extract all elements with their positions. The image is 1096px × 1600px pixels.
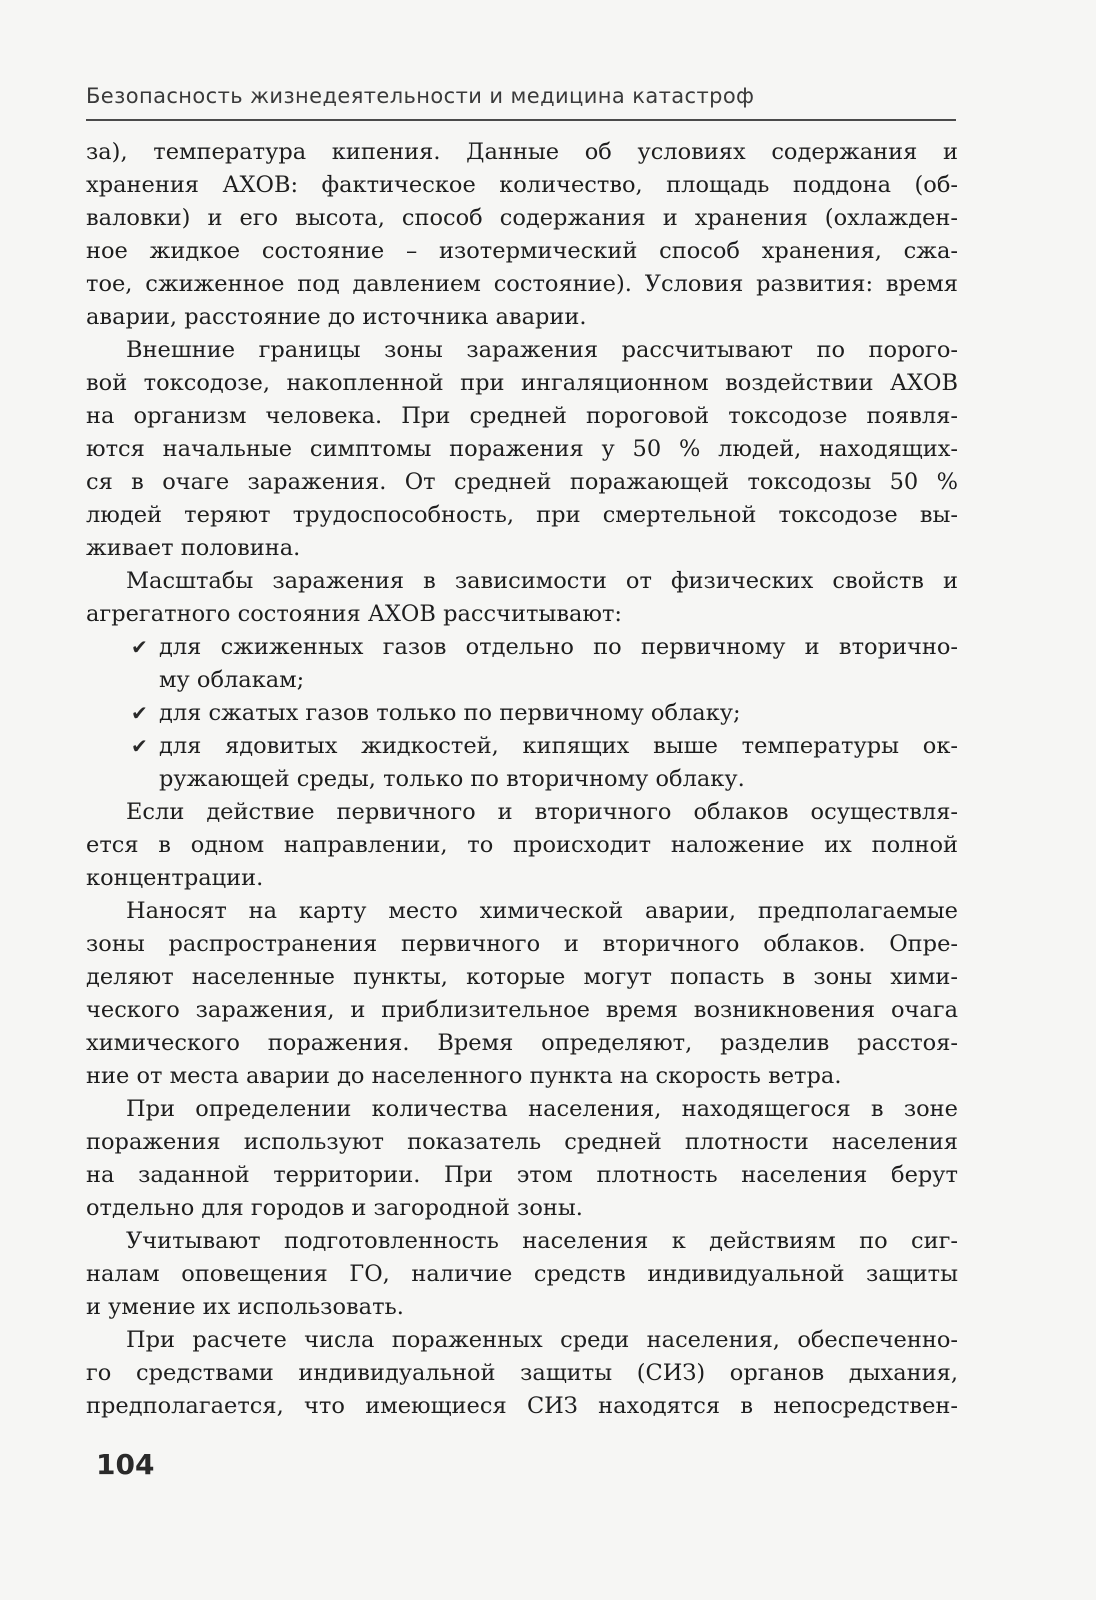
text-line: на организм человека. При средней пороговой токсодозе появля-	[86, 403, 958, 429]
text-line: ются начальные симптомы поражения у 50 % людей, находящих-	[86, 436, 958, 462]
bullet-text: для сжатых газов только по первичному облаку;	[159, 700, 741, 726]
text-line: зоны распространения первичного и вторичного облаков. Опре-	[86, 931, 958, 957]
text-line: тое, сжиженное под давлением состояние). Условия развития: время	[86, 271, 958, 297]
bullet-item	[86, 730, 958, 763]
text-line: живает половина.	[86, 535, 301, 561]
text-line: агрегатного состояния АХОВ рассчитывают:	[86, 601, 623, 627]
text-line: ческого заражения, и приблизительное время возникновения очага	[86, 997, 958, 1023]
running-header: Безопасность жизнедеятельности и медицина катастроф	[86, 84, 755, 108]
text-line: за), температура кипения. Данные об условиях содержания и	[86, 139, 958, 165]
text-line: хранения АХОВ: фактическое количество, площадь поддона (об-	[86, 172, 958, 198]
text-line: вой токсодозе, накопленной при ингаляционном воздействии АХОВ	[86, 370, 958, 396]
paragraph-first-line: Наносят на карту место химической аварии, предполагаемые	[126, 898, 958, 924]
text-line: на заданной территории. При этом плотность населения берут	[86, 1162, 958, 1188]
text-line: го средствами индивидуальной защиты (СИЗ) органов дыхания,	[86, 1360, 958, 1386]
checkmark-icon: ✔	[131, 635, 148, 659]
paragraph-first-line: Масштабы заражения в зависимости от физических свойств и	[126, 568, 958, 594]
paragraph-first-line: При определении количества населения, находящегося в зоне	[126, 1096, 958, 1122]
text-line: концентрации.	[86, 865, 264, 891]
bullet-item	[86, 697, 958, 730]
checkmark-icon: ✔	[131, 701, 148, 725]
bullet-text: для ядовитых жидкостей, кипящих выше температуры ок-	[159, 733, 958, 759]
text-line: поражения используют показатель средней плотности населения	[86, 1129, 958, 1155]
bullet-item	[86, 631, 958, 664]
body-text	[86, 136, 958, 1423]
text-line: предполагается, что имеющиеся СИЗ находятся в непосредствен-	[86, 1393, 958, 1419]
bullet-text: для сжиженных газов отдельно по первичному и вторично-	[159, 634, 958, 660]
header-rule	[86, 119, 956, 121]
paragraph-first-line: При расчете числа пораженных среди населения, обеспеченно-	[126, 1327, 958, 1353]
text-line: и умение их использовать.	[86, 1294, 404, 1320]
bullet-continuation: му облакам;	[159, 667, 305, 693]
text-line: ся в очаге заражения. От средней поражающей токсодозы 50 %	[86, 469, 958, 495]
text-line: ное жидкое состояние – изотермический способ хранения, сжа-	[86, 238, 958, 264]
text-line: химического поражения. Время определяют, разделив расстоя-	[86, 1030, 958, 1056]
checkmark-icon: ✔	[131, 734, 148, 758]
text-line: ние от места аварии до населенного пункта на скорость ветра.	[86, 1063, 842, 1089]
page-number: 104	[96, 1448, 155, 1481]
bullet-continuation: ружающей среды, только по вторичному облаку.	[159, 766, 745, 792]
paragraph-first-line: Если действие первичного и вторичного облаков осуществля-	[126, 799, 958, 825]
text-line: налам оповещения ГО, наличие средств индивидуальной защиты	[86, 1261, 958, 1287]
text-line: аварии, расстояние до источника аварии.	[86, 304, 587, 330]
text-line: людей теряют трудоспособность, при смертельной токсодозе вы-	[86, 502, 958, 528]
text-line: деляют населенные пункты, которые могут попасть в зоны хими-	[86, 964, 958, 990]
text-line: валовки) и его высота, способ содержания и хранения (охлажден-	[86, 205, 958, 231]
text-line: ется в одном направлении, то происходит наложение их полной	[86, 832, 958, 858]
paragraph-first-line: Учитывают подготовленность населения к действиям по сиг-	[126, 1228, 958, 1254]
text-line: отдельно для городов и загородной зоны.	[86, 1195, 583, 1221]
paragraph-first-line: Внешние границы зоны заражения рассчитывают по порого-	[126, 337, 958, 363]
